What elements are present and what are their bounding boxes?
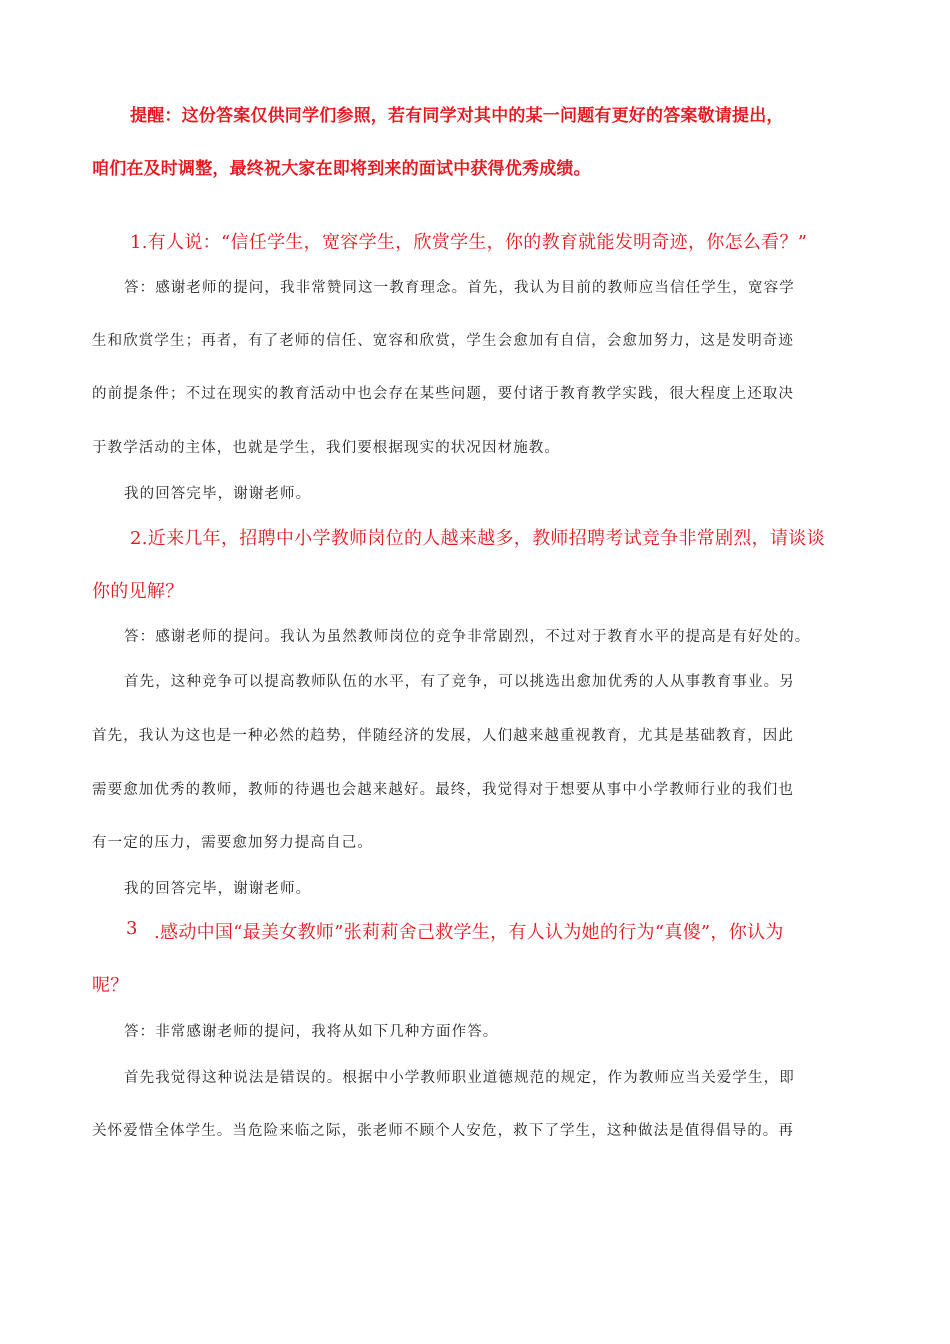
notice-line-2: 咱们在及时调整，最终祝大家在即将到来的面试中获得优秀成绩。 — [92, 159, 591, 179]
question-3-line-2: 呢？ — [92, 975, 129, 996]
answer-2-line-5: 有一定的压力，需要愈加努力提高自己。 — [92, 835, 373, 851]
answer-1-closing: 我的回答完毕，谢谢老师。 — [124, 486, 312, 502]
answer-1-line-3: 的前提条件；不过在现实的教育活动中也会存在某些问题，要付诸于教育教学实践，很大程度上还取决 — [92, 386, 794, 402]
answer-2-line-1: 答：感谢老师的提问。我认为虽然教师岗位的竞争非常剧烈，不过对于教育水平的提高是有好处的。 — [124, 629, 811, 645]
question-2-line-1: 2.近来几年，招聘中小学教师岗位的人越来越多，教师招聘考试竞争非常剧烈，请谈谈 — [130, 528, 825, 549]
question-3-line-1: .感动中国“最美女教师”张莉莉舍己救学生，有人认为她的行为“真傻”，你认为 — [154, 922, 784, 943]
answer-3-line-1: 答：非常感谢老师的提问，我将从如下几种方面作答。 — [124, 1024, 499, 1040]
answer-2-closing: 我的回答完毕，谢谢老师。 — [124, 881, 312, 897]
question-2-line-2: 你的见解？ — [92, 581, 184, 602]
notice-line-1: 提醒：这份答案仅供同学们参照，若有同学对其中的某一问题有更好的答案敬请提出， — [130, 106, 784, 126]
answer-1-line-2: 生和欣赏学生；再者，有了老师的信任、宽容和欣赏，学生会愈加有自信，会愈加努力，这是发明奇迹 — [92, 333, 794, 349]
answer-1-line-1: 答：感谢老师的提问，我非常赞同这一教育理念。首先，我认为目前的教师应当信任学生，宽容学 — [124, 280, 795, 296]
question-3-number: 3 — [126, 918, 138, 939]
answer-2-line-2: 首先，这种竞争可以提高教师队伍的水平，有了竞争，可以挑选出愈加优秀的人从事教育事业。另 — [124, 674, 795, 690]
answer-2-line-3: 首先，我认为这也是一种必然的趋势，伴随经济的发展，人们越来越重视教育，尤其是基础教育，因此 — [92, 728, 794, 744]
question-1: 1.有人说：“信任学生，宽容学生，欣赏学生，你的教育就能发明奇迹，你怎么看？” — [130, 232, 808, 253]
answer-1-line-4: 于教学活动的主体，也就是学生，我们要根据现实的状况因材施教。 — [92, 440, 560, 456]
answer-2-line-4: 需要愈加优秀的教师，教师的待遇也会越来越好。最终，我觉得对于想要从事中小学教师行业的我们也 — [92, 782, 794, 798]
answer-3-line-3: 关怀爱惜全体学生。当危险来临之际，张老师不顾个人安危，救下了学生，这种做法是值得倡导的。再 — [92, 1123, 794, 1139]
answer-3-line-2: 首先我觉得这种说法是错误的。根据中小学教师职业道德规范的规定，作为教师应当关爱学生，即 — [124, 1070, 795, 1086]
